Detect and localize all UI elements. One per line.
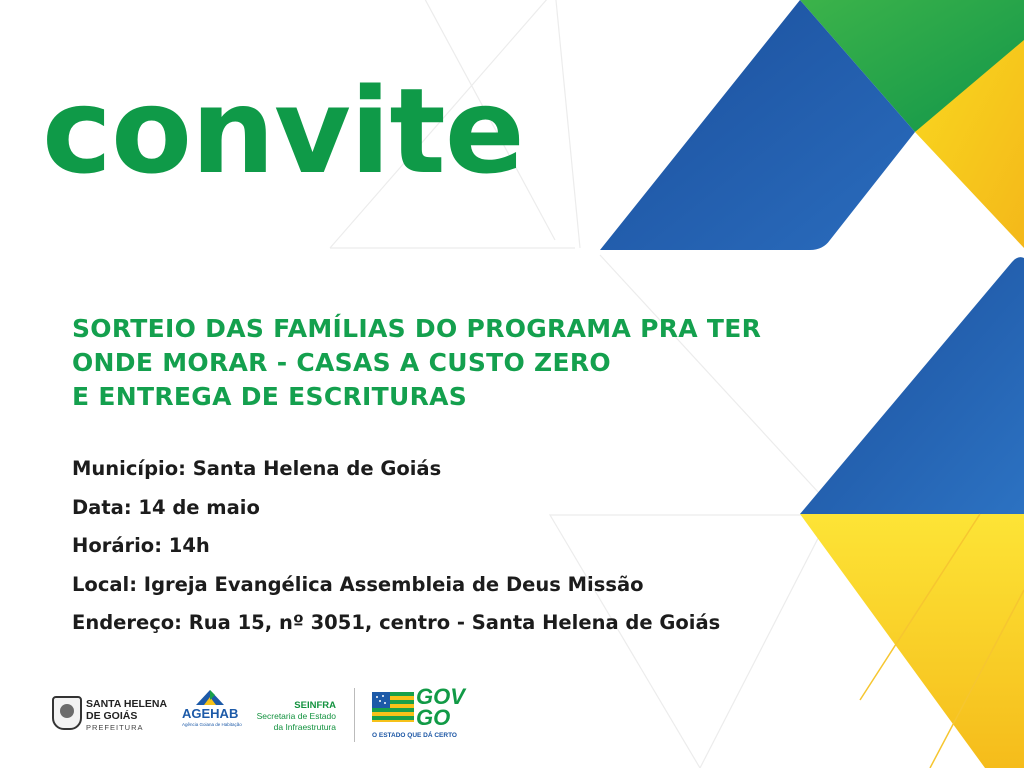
govgo-wordmark: [416, 686, 465, 728]
agehab-logo: [182, 684, 242, 744]
agehab-name: AGEHAB: [182, 706, 239, 721]
detail-municipality: Município: Santa Helena de Goiás: [72, 457, 442, 480]
yellow-shape-bottom: [800, 514, 1024, 768]
detail-date: Data: 14 de maio: [72, 495, 260, 519]
detail-time: Horário: 14h: [72, 534, 210, 557]
detail-address: Endereço: Rua 15, nº 3051, centro - Santa Helena de Goiás: [72, 611, 721, 634]
headline-line: SORTEIO DAS FAMÍLIAS DO PROGRAMA PRA TER: [72, 314, 762, 343]
event-details: [72, 450, 720, 643]
seinfra-line2: da Infraestrutura: [273, 722, 336, 732]
govgo-line2: GO: [416, 705, 451, 730]
logo-divider: [354, 688, 355, 742]
headline-line: ONDE MORAR - CASAS A CUSTO ZERO: [72, 348, 611, 377]
seinfra-logo: [250, 700, 336, 733]
agehab-roof-icon: [194, 688, 226, 706]
govgo-line1: GOV: [416, 684, 465, 709]
event-headline: [72, 312, 832, 414]
agehab-sub: Agência Goiana de Habitação: [182, 722, 242, 727]
detail-location: Local: Igreja Evangélica Assembleia de Deus Missão: [72, 572, 644, 596]
seinfra-name: SEINFRA: [294, 700, 336, 711]
logo-bar: [44, 684, 484, 744]
santa-helena-sub: PREFEITURA: [86, 723, 144, 732]
page-title: convite: [42, 62, 524, 200]
seinfra-line1: Secretaria de Estado: [256, 711, 336, 721]
santa-helena-logo: [44, 684, 180, 744]
headline-line: E ENTREGA DE ESCRITURAS: [72, 382, 468, 411]
city-crest-icon: [52, 696, 82, 730]
santa-helena-name-2: DE GOIÁS: [86, 710, 138, 722]
govgo-logo: [372, 686, 484, 744]
santa-helena-name-1: SANTA HELENA: [86, 698, 168, 710]
govgo-slogan: O ESTADO QUE DÁ CERTO: [372, 732, 457, 739]
blue-shape-right: [800, 257, 1024, 514]
goias-flag-icon: [372, 692, 414, 722]
